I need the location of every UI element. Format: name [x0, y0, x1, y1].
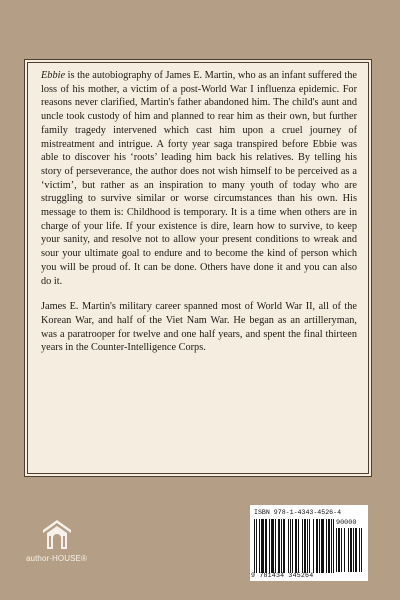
barcode-bar	[288, 519, 289, 573]
publisher-name: author·HOUSE®	[26, 554, 87, 563]
barcode-bar	[336, 528, 337, 572]
authorhouse-logo-icon	[40, 517, 74, 551]
barcode-bar	[353, 528, 354, 572]
barcode-bar	[265, 519, 267, 573]
barcode-bar	[254, 519, 255, 573]
barcode-bar	[290, 519, 291, 573]
barcode-bar	[319, 519, 320, 573]
price-addon-barcode-bars	[336, 528, 365, 572]
barcode-bar	[269, 519, 270, 573]
synopsis-paragraph-body: is the autobiography of James E. Martin, who as an infant suffered the loss of his mother, a victim of a post-World War I influenza epidemic. For reasons never clarified, Martin's father abandoned him. The child's aunt and uncle took custody of him and planned to rear him as their own, but further family tragedy intervened which cast him upon a cruel journey of mistreatment and intrigue. A forty year saga transpired before Ebbie was able to discover his ‘roots’ leading him back his relatives. By telling his story of perseverance, the author does not wish himself to be perceived as a ‘victim’, but rather as an inspiration to many youth of today who are struggling to survive similar or worse circumstances than his own. His message to them is: Childhood is temporary. It is a time when others are in charge of your life. If your existence is dire, learn how to survive, to keep your sanity, and resolve not to allow your present conditions to wreak and sour your ultimate goal to endure and to become the kind of person which you will be proud of. It can be done. Others have done it and you can also do it.	[41, 70, 357, 287]
publisher-logo	[26, 517, 86, 577]
back-cover-text-panel	[27, 62, 369, 474]
barcode-bar	[298, 519, 299, 573]
barcode-bar	[275, 519, 276, 573]
barcode-bar	[304, 519, 306, 573]
barcode-bar	[256, 519, 257, 573]
barcode-bar	[348, 528, 349, 572]
barcode-bar	[313, 519, 314, 573]
barcode-bar	[309, 519, 310, 573]
ean-digits: 9 781434 345264	[251, 572, 314, 579]
barcode-bar	[359, 528, 360, 572]
synopsis-paragraph	[41, 69, 357, 288]
barcode-bar	[302, 519, 303, 573]
barcode-bar	[338, 528, 340, 572]
barcode-bar	[350, 528, 352, 572]
barcode-bar	[328, 519, 330, 573]
barcode-bar	[278, 519, 280, 573]
barcode-bar	[307, 519, 308, 573]
barcode-bar	[261, 519, 264, 573]
barcode-bar	[292, 519, 293, 573]
barcode-bar	[331, 519, 332, 573]
barcode-bar	[271, 519, 274, 573]
author-bio-paragraph: James E. Martin's military career spanned most of World War II, all of the Korean War, and half of the Viet Nam War. He began as an artilleryman, was a paratrooper for twelve and one half years, and spent the final thirteen years in the Counter-Intelligence Corps.	[41, 301, 357, 354]
barcode-bar	[283, 519, 285, 573]
barcode-bar	[316, 519, 318, 573]
ean-barcode-bars	[254, 519, 334, 573]
barcode-bar	[341, 528, 342, 572]
barcode-bar	[333, 519, 334, 573]
barcode-bar	[326, 519, 327, 573]
barcode-bar	[295, 519, 297, 573]
barcode-bar	[361, 528, 362, 572]
isbn-barcode	[250, 505, 368, 581]
barcode-bar	[321, 519, 324, 573]
price-code: 90000	[336, 519, 357, 527]
barcode-bar	[281, 519, 282, 573]
barcode-bar	[355, 528, 357, 572]
barcode-bar	[259, 519, 260, 573]
book-title-word: Ebbie	[41, 70, 66, 81]
barcode-bar	[344, 528, 345, 572]
isbn-number: ISBN 978-1-4343-4526-4	[254, 509, 342, 516]
synopsis-text	[41, 69, 357, 355]
